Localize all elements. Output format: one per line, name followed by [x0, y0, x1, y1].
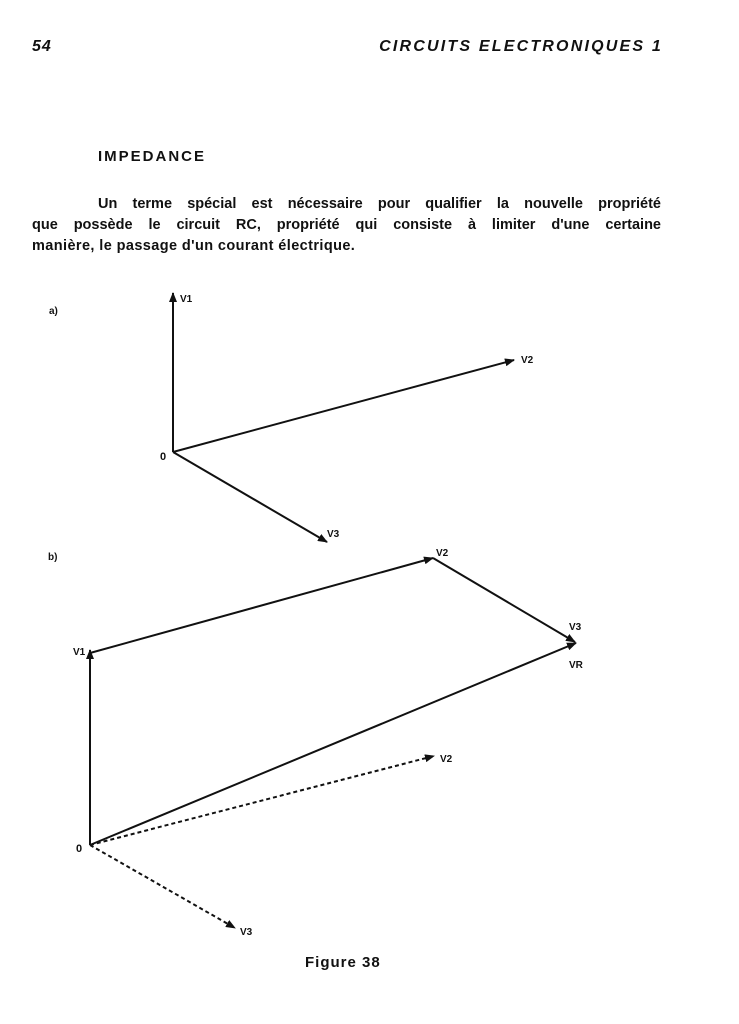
diagram-a-label-v3: V3: [327, 529, 340, 540]
diagram-b-label-v2: V2: [436, 548, 449, 559]
diagram-b-label-dashed-v3: V3: [240, 927, 253, 938]
diagram-a-vector-v3: [173, 452, 327, 542]
diagram-b-label-v1: V1: [73, 647, 86, 658]
diagram-a: [49, 293, 534, 542]
diagram-b-label: b): [48, 552, 58, 563]
diagram-b-label-dashed-v2: V2: [440, 754, 453, 765]
figure-caption: Figure 38: [305, 954, 381, 971]
diagram-b-label-v3: V3: [569, 622, 582, 633]
diagram-b-vector-vr: [90, 643, 576, 845]
diagram-a-label-v2: V2: [521, 355, 534, 366]
diagram-b-dashed-v2: [90, 756, 434, 845]
body-line-1: Un terme spécial est nécessaire pour qualifier la nouvelle propriété: [98, 196, 661, 212]
diagram-a-label: a): [49, 306, 58, 317]
diagram-b: [48, 548, 584, 938]
diagram-a-vector-v2: [173, 360, 514, 452]
diagram-b-origin-label: 0: [76, 843, 83, 855]
diagram-a-label-v1: V1: [180, 294, 193, 305]
running-header: CIRCUITS ELECTRONIQUES 1: [379, 38, 663, 55]
diagram-a-origin-label: 0: [160, 451, 167, 463]
diagram-b-vector-v3: [433, 558, 575, 642]
diagram-b-dashed-v3: [90, 845, 235, 928]
body-line-3: manière, le passage d'un courant électrique.: [32, 238, 356, 254]
diagram-b-label-vr: VR: [569, 660, 583, 671]
page-number: 54: [32, 38, 52, 55]
diagram-b-vector-v2: [90, 558, 433, 653]
section-title: IMPEDANCE: [98, 148, 207, 165]
body-line-2: que possède le circuit RC, propriété qui consiste à limiter d'une certaine: [32, 217, 661, 233]
